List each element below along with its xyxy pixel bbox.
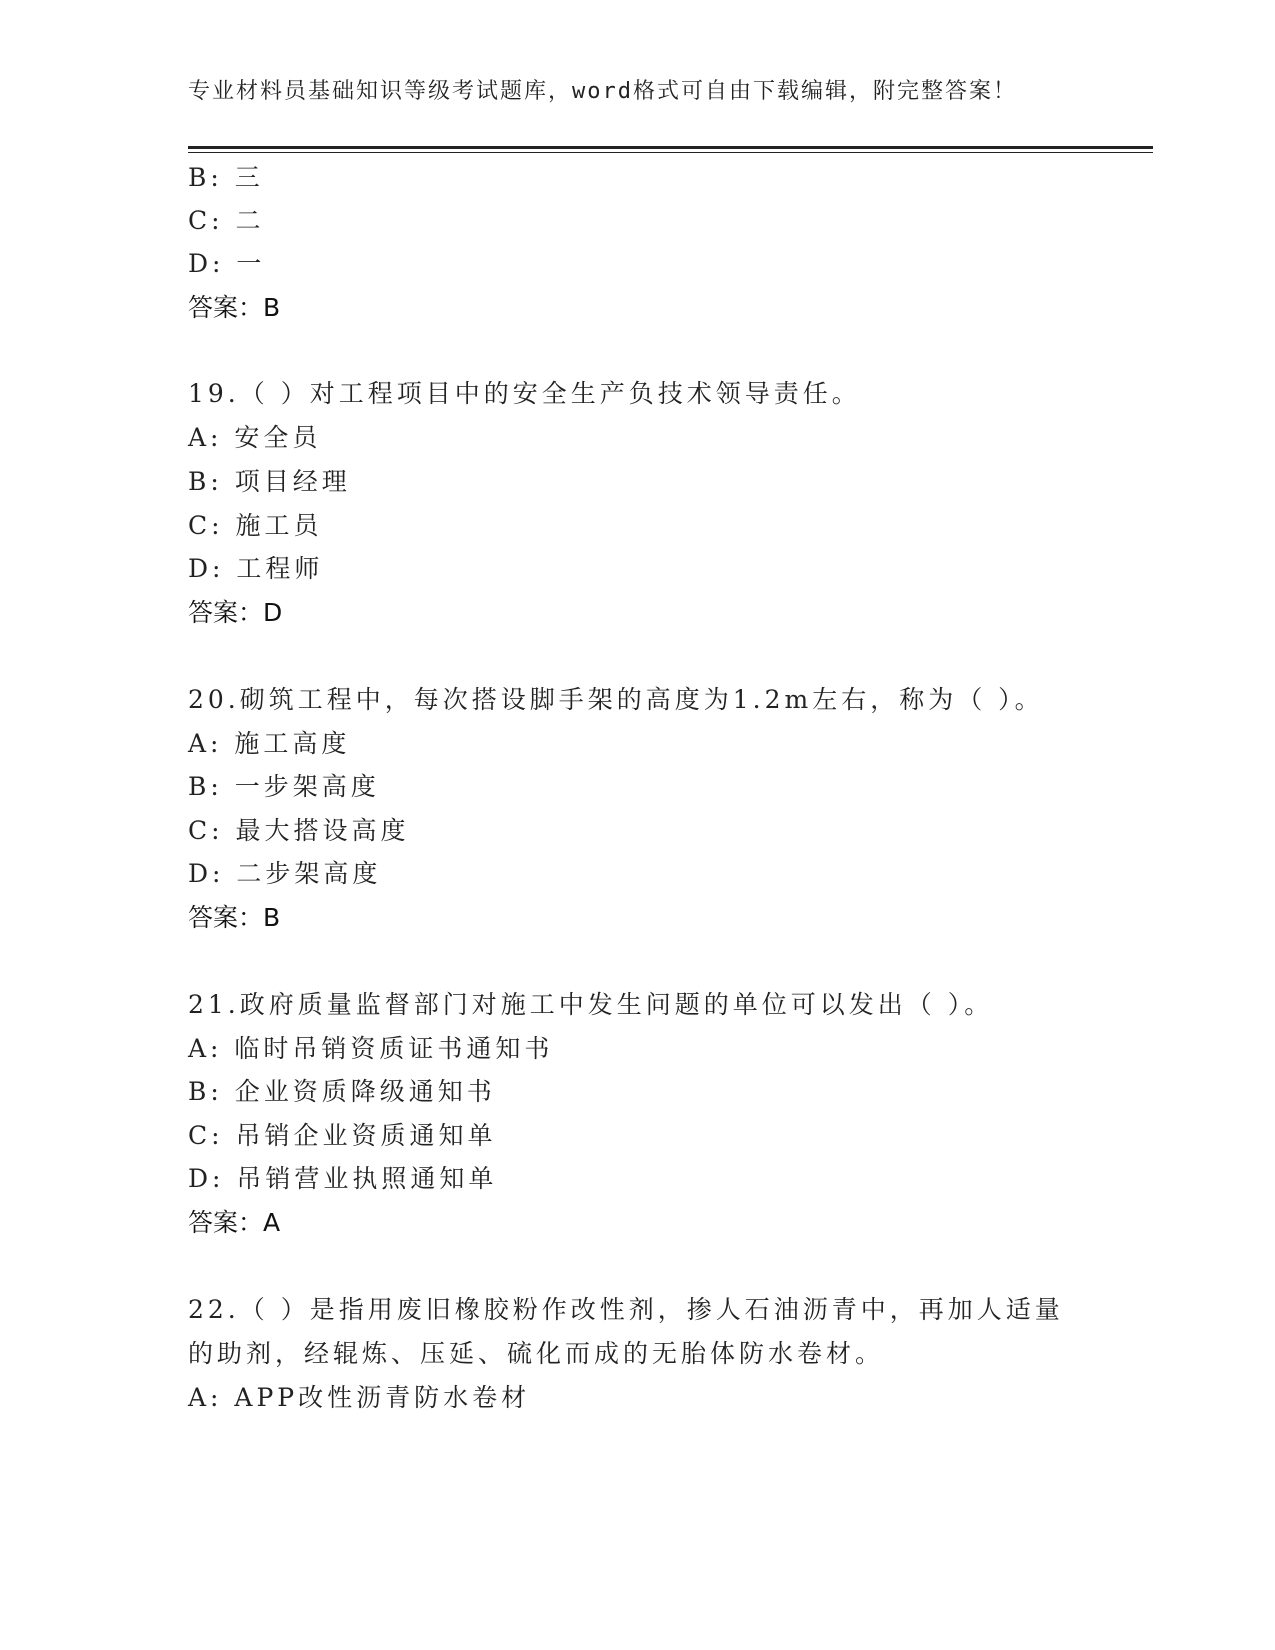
prev-option-d: D: 一 <box>188 249 266 278</box>
q21-option-d: D: 吊销营业执照通知单 <box>188 1164 498 1193</box>
q21-option-b: B: 企业资质降级通知书 <box>188 1077 496 1106</box>
prev-option-b: B: 三 <box>188 163 264 192</box>
q20-answer: 答案：B <box>188 903 281 932</box>
q20-option-c: C: 最大搭设高度 <box>188 816 410 845</box>
prev-answer: 答案：B <box>188 293 281 322</box>
q21-answer: 答案：A <box>188 1208 281 1237</box>
q19-option-d: D: 工程师 <box>188 554 324 583</box>
q20-option-d: D: 二步架高度 <box>188 859 382 888</box>
prev-option-c: C: 二 <box>188 206 265 235</box>
q20-option-a: A: 施工高度 <box>188 729 351 758</box>
q22-stem-line2: 的助剂，经辊炼、压延、硫化而成的无胎体防水卷材。 <box>188 1339 885 1368</box>
q21-stem: 21.政府质量监督部门对施工中发生问题的单位可以发出（ ）。 <box>188 990 994 1019</box>
q20-stem: 20.砌筑工程中，每次搭设脚手架的高度为1.2m左右，称为（ ）。 <box>188 685 1044 714</box>
q19-stem: 19.（ ）对工程项目中的安全生产负技术领导责任。 <box>188 379 861 408</box>
q19-option-c: C: 施工员 <box>188 511 323 540</box>
header-rule-thick <box>188 146 1153 149</box>
q22-option-a: A: APP改性沥青防水卷材 <box>188 1383 531 1412</box>
q19-answer: 答案：D <box>188 598 283 627</box>
q21-option-c: C: 吊销企业资质通知单 <box>188 1121 497 1150</box>
header-rule-thin <box>188 152 1153 153</box>
q22-stem-line1: 22.（ ）是指用废旧橡胶粉作改性剂，掺人石油沥青中，再加人适量 <box>188 1295 1064 1324</box>
q19-option-b: B: 项目经理 <box>188 467 351 496</box>
q20-option-b: B: 一步架高度 <box>188 772 380 801</box>
q21-option-a: A: 临时吊销资质证书通知书 <box>188 1034 554 1063</box>
q19-option-a: A: 安全员 <box>188 423 322 452</box>
page-header: 专业材料员基础知识等级考试题库，word格式可自由下载编辑，附完整答案！ <box>188 79 1017 104</box>
